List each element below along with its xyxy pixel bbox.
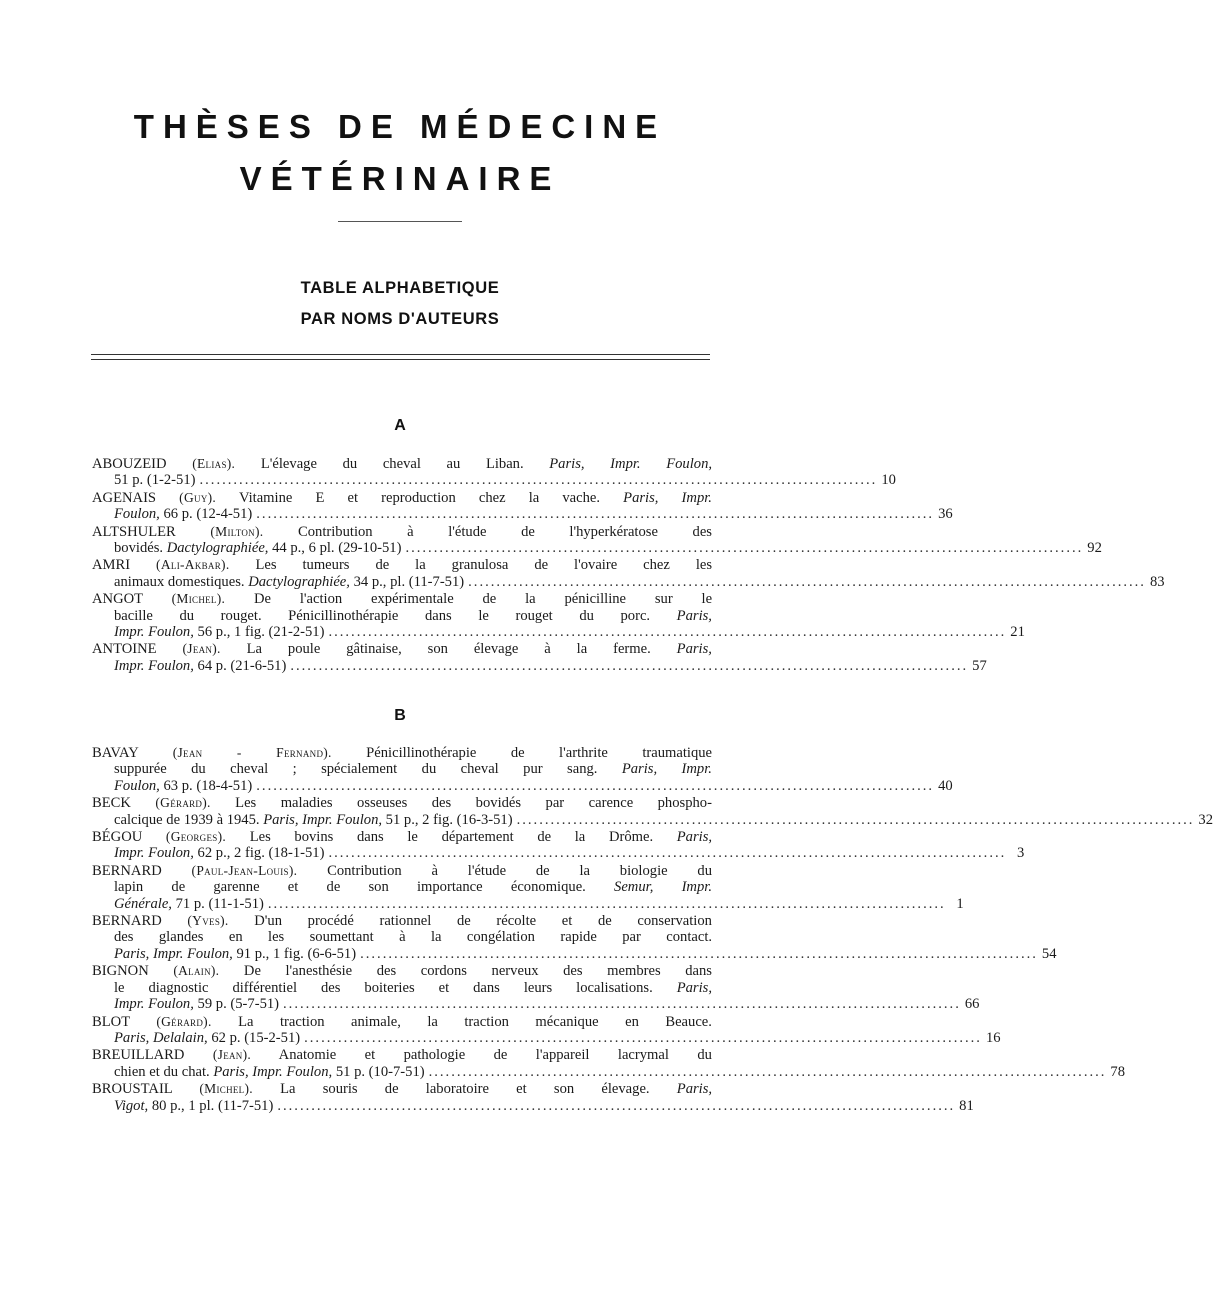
bibliography-entry [92,489,953,523]
entry-text: 51 p. (1-2-51) [114,472,196,489]
entry-last-line [92,945,1057,962]
entry-line [92,641,712,657]
bibliography-entry [92,456,896,489]
bibliography-entry [92,523,1102,557]
entry-text: Générale, 71 p. (11-1-51) [114,895,264,912]
page-number: 54 [1041,945,1057,962]
entry-text: D'un procédé rationnel de récolte et de conservation [254,913,712,930]
author-firstname: (Michel). [171,591,226,607]
entry-line [92,1014,712,1030]
entry-line [92,879,712,895]
entry-text: Impr. Foulon, 56 p., 1 fig. (21-2-51) [114,624,325,641]
author-firstname: (Alain). [173,963,220,979]
entry-text: bacille du rouget. Pénicillinothérapie dans le rouget du porc. Paris, [114,607,712,624]
entry-last-line [92,996,980,1013]
entry-last-line [92,573,1165,590]
entry-text: des glandes en les soumettant à la congélation rapide par contact. [114,929,713,946]
author-surname: BECK [92,795,131,812]
entry-text: Impr. Foulon, 62 p., 2 fig. (18-1-51) [114,845,325,862]
author-surname: BERNARD [92,913,162,930]
dot-leader: ........................................................................................................................ [360,945,1038,962]
entry-line [92,1047,712,1063]
entry-last-line [92,624,1025,641]
author-firstname: (Jean). [182,641,221,657]
entry-line [92,591,712,607]
page-number: 3 [1016,845,1025,862]
page-number: 32 [1198,811,1213,828]
entry-text: Vitamine E et reproduction chez la vache. Paris, Impr. [238,489,712,506]
entry-text: Contribution à l'étude de l'hyperkératose des [298,523,712,540]
author-surname: BIGNON [92,963,149,980]
entry-line [92,929,712,945]
entries-section-b [92,745,1213,1115]
page-number: 57 [972,657,987,674]
author-firstname: (Gérard). [155,795,211,811]
entry-text: Vigot, 80 p., 1 pl. (11-7-51) [114,1097,274,1114]
entry-text: De l'action expérimentale de la pénicilline sur le [254,591,713,608]
entry-text: chien et du chat. Paris, Impr. Foulon, 51 p. (10-7-51) [114,1063,425,1080]
bibliography-entry [92,862,964,912]
dot-leader: ........................................................................................................................ [468,573,1146,590]
author-firstname: (Elias). [192,456,236,471]
entry-text: La souris de laboratoire et son élevage. Paris, [280,1081,713,1098]
entry-line [92,761,712,777]
author-surname: AMRI [92,557,131,574]
author-surname: BAVAY [92,745,139,761]
entry-line [92,608,712,624]
entry-last-line [92,1097,974,1114]
entry-line [92,913,712,929]
page-number: 81 [959,1097,974,1114]
dot-leader: ........................................................................................................................ [199,472,878,489]
entry-text: Impr. Foulon, 59 p. (5-7-51) [114,996,280,1013]
bibliography-entry [92,1081,974,1114]
entry-text: bovidés. Dactylographiée, 44 p., 6 pl. (29-10-51) [114,540,402,557]
bibliography-entry [92,1047,1126,1080]
entry-text: Impr. Foulon, 64 p. (21-6-51) [114,657,287,674]
entry-line [92,745,712,761]
entries-section-a [92,456,1165,675]
entry-text: Pénicillinothérapie de l'arthrite traumatique [366,745,713,761]
page-number: 10 [881,472,896,489]
entry-last-line [92,506,953,523]
author-firstname: (Jean). [212,1047,252,1063]
entry-line [92,863,712,879]
author-firstname: (Guy). [179,489,217,505]
dot-leader: ........................................................................................................................ [267,895,946,912]
page-number: 83 [1149,573,1165,590]
entry-last-line [92,777,953,794]
dot-leader: ........................................................................................................................ [328,624,1007,641]
entry-text: calcique de 1939 à 1945. Paris, Impr. Foulon, 51 p., 2 fig. (16-3-51) [114,811,513,828]
entry-text: Les maladies osseuses des bovidés par carence phospho- [235,795,712,812]
bibliography-entry [92,795,1213,828]
page-number: 40 [938,777,953,794]
entry-text: La traction animale, la traction mécanique en Beauce. [238,1013,712,1030]
author-surname: BÉGOU [92,829,143,846]
dot-leader: ........................................................................................................................ [328,845,1007,862]
entry-text: lapin de garenne et de son importance économique. Semur, Impr. [114,879,712,896]
author-surname: BROUSTAIL [92,1081,173,1098]
subtitle-line-1: TABLE ALPHABETIQUE [300,279,500,297]
author-surname: BERNARD [92,862,162,879]
entry-text: Paris, Impr. Foulon, 91 p., 1 fig. (6-6-51) [114,945,357,962]
entry-text: animaux domestiques. Dactylographiée, 34 p., pl. (11-7-51) [114,573,465,590]
entry-text: De l'anesthésie des cordons nerveux des membres dans [243,963,712,980]
author-firstname: (Jean - Fernand). [172,745,332,760]
entry-line [92,1081,712,1097]
bibliography-entry [92,591,1025,641]
author-surname: ALTSHULER [92,523,176,540]
page-title-line-2: VÉTÉRINAIRE [239,160,561,197]
dot-leader: ........................................................................................................................ [516,811,1195,828]
bibliography-entry [92,641,987,674]
dot-leader: ........................................................................................................................ [290,657,969,674]
entry-text: La poule gâtinaise, son élevage à la ferme. Paris, [246,641,712,658]
entry-line [92,456,712,472]
entry-last-line [92,1063,1126,1080]
dot-leader: ........................................................................................................................ [304,1029,982,1046]
entry-text: Anatomie et pathologie de l'appareil lacrymal du [278,1047,712,1064]
title-divider [338,221,462,222]
subtitle-line-2: PAR NOMS D'AUTEURS [300,310,500,328]
author-firstname: (Georges). [165,829,227,845]
page-number: 21 [1010,624,1025,641]
author-firstname: (Paul-Jean-Louis). [191,862,298,878]
author-surname: ANTOINE [92,641,157,658]
author-firstname: (Michel). [199,1081,253,1097]
bibliography-entry [92,963,980,1013]
entry-last-line [92,540,1102,557]
entry-text: suppurée du cheval ; spécialement du cheval pur sang. Paris, Impr. [114,761,712,778]
entry-last-line [92,472,896,489]
entry-line [92,963,712,979]
author-surname: ANGOT [92,591,143,608]
dot-leader: ........................................................................................................................ [405,540,1084,557]
bibliography-entry [92,557,1165,590]
dot-leader: ........................................................................................................................ [256,777,935,794]
entry-text: Paris, Delalain, 62 p. (15-2-51) [114,1029,301,1046]
entry-line [92,980,712,996]
author-surname: BLOT [92,1013,130,1030]
entry-last-line [92,895,964,912]
page-title-line-1: THÈSES DE MÉDECINE [133,108,667,145]
author-surname: ABOUZEID [92,456,167,472]
entry-line [92,524,712,540]
page-number: 78 [1110,1063,1126,1080]
entry-text: Contribution à l'étude de la biologie du [327,862,713,879]
dot-leader: ........................................................................................................................ [283,996,961,1013]
author-firstname: (Milton). [210,523,264,539]
entry-text: Foulon, 66 p. (12-4-51) [114,506,253,523]
entry-text: Foulon, 63 p. (18-4-51) [114,777,253,794]
section-letter-a: A [394,417,406,434]
page-number: 36 [938,506,953,523]
entry-text: Les tumeurs de la granulosa de l'ovaire chez les [255,557,713,574]
bibliography-entry [92,913,1057,962]
entry-line [92,490,712,506]
entry-last-line [92,845,1025,862]
dot-leader: ........................................................................................................................ [277,1097,956,1114]
entry-last-line [92,657,987,674]
author-firstname: (Ali-Akbar). [156,557,230,573]
entry-text: le diagnostic différentiel des boiteries et dans leurs localisations. Paris, [114,979,712,996]
page-number: 66 [964,996,980,1013]
header-double-rule [91,354,710,360]
entry-last-line [92,1029,1001,1046]
author-firstname: (Yves). [187,913,229,929]
entry-line [92,829,712,845]
entry-line [92,557,712,573]
author-surname: AGENAIS [92,489,157,506]
entry-line [92,795,712,811]
entry-text: Les bovins dans le département de la Drôme. Paris, [249,829,713,846]
entry-last-line [92,811,1213,828]
dot-leader: ........................................................................................................................ [428,1063,1107,1080]
page-number: 92 [1087,540,1102,557]
section-letter-b: B [394,707,406,724]
page-number: 1 [956,895,964,912]
bibliography-entry [92,1013,1001,1047]
page-number: 16 [985,1029,1001,1046]
author-surname: BREUILLARD [92,1047,185,1064]
author-firstname: (Gérard). [156,1013,212,1029]
dot-leader: ........................................................................................................................ [256,506,935,523]
bibliography-entry [92,829,1025,862]
entry-text: L'élevage du cheval au Liban. Paris, Impr. Foulon, [260,456,713,472]
bibliography-entry [92,745,953,794]
